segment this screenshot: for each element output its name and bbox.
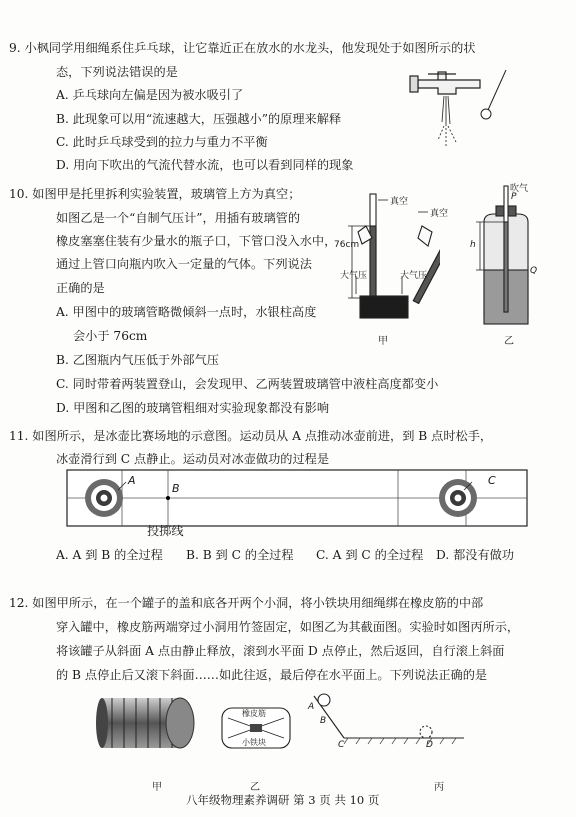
house-left — [85, 479, 123, 517]
can-at-a — [318, 694, 330, 706]
caption-yi: 乙 — [250, 782, 260, 793]
q12-stem-line3: 将该罐子从斜面 A 点由静止释放，滚到水平面 D 点停止，然后返回，自行滚上斜面 — [56, 644, 505, 658]
point-b-marker — [166, 496, 170, 500]
fig-jia-height-label: 76cm — [334, 240, 360, 250]
fig-yi-h-label: h — [470, 240, 476, 250]
q11-option-c: C. A 到 C 的全过程 — [316, 548, 424, 562]
mercury-dish — [360, 296, 408, 318]
q9-stem-line1: 9. 小枫同学用细绳系住乒乓球，让它靠近正在放水的水龙头，他发现处于如图所示的状 — [9, 41, 476, 55]
fig-jia-vacuum-label-1: 真空 — [390, 197, 409, 207]
rink-label-c: C — [488, 474, 496, 487]
q10-option-c: C. 同时带着两装置登山，会发现甲、乙两装置玻璃管中液柱高度都变小 — [56, 377, 439, 391]
fig-yi-p-label: P — [511, 192, 517, 202]
q10-option-d: D. 甲图和乙图的玻璃管粗细对实验现象都没有影响 — [56, 401, 330, 415]
hand-right — [418, 226, 432, 246]
q10-option-a-line2: 会小于 76cm — [73, 329, 148, 343]
faucet-body — [418, 80, 480, 94]
throw-line-label: 投掷线 — [147, 524, 184, 538]
can-photo-figure — [94, 686, 206, 756]
torricelli-figure — [330, 186, 440, 336]
barometer-figure — [466, 180, 546, 330]
can-lid — [166, 698, 194, 748]
q10-stem-line1: 10. 如图甲是托里拆利实验装置，玻璃管上方为真空； — [9, 187, 301, 201]
fig-jia-vacuum-label-2: 真空 — [430, 209, 449, 219]
rink-label-b: B — [172, 482, 180, 495]
fig-jia-atm-label-1: 大气压 — [340, 271, 368, 281]
fig-yi-blow-label: 吹气 — [510, 184, 529, 194]
page-footer: 八年级物理素养调研 第 3 页 共 10 页 — [186, 793, 380, 807]
q10-option-a-line1: A. 甲图中的玻璃管略微倾斜一点时，水银柱高度 — [56, 305, 317, 319]
caption-bing: 丙 — [434, 782, 444, 793]
q11-option-d: D. 都没有做功 — [436, 548, 515, 562]
slope-figure — [304, 688, 470, 754]
slope-label-c: C — [338, 740, 345, 750]
fig-yi-caption: 乙 — [504, 336, 514, 347]
q9-stem-line2: 态，下列说法错误的是 — [56, 65, 178, 79]
slope-label-b: B — [320, 716, 327, 726]
rink-label-a: A — [128, 474, 136, 487]
q12-stem-line1: 12. 如图甲所示，在一个罐子的盖和底各开两个小洞，将小铁块用细绳绑在橡皮筋的中部 — [9, 596, 484, 610]
q11-stem-line1: 11. 如图所示，是冰壶比赛场地的示意图。运动员从 A 点推动冰壶前进，到 B 点时松手， — [9, 429, 493, 443]
string — [488, 70, 506, 110]
q9-option-b: B. 此现象可以用“流速越大，压强越小”的原理来解释 — [56, 112, 342, 126]
slope-label-a: A — [308, 702, 315, 712]
q12-stem-line4: 的 B 点停止后又滚下斜面……如此往返，最后停在水平面上。下列说法正确的是 — [56, 668, 488, 682]
q10-stem-line5: 正确的是 — [56, 281, 105, 295]
caption-jia: 甲 — [152, 782, 162, 793]
fig-jia-caption: 甲 — [378, 336, 388, 347]
ping-pong-ball — [481, 109, 491, 119]
q10-option-b: B. 乙图瓶内气压低于外部气压 — [56, 353, 219, 367]
q9-option-c: C. 此时乒乓球受到的拉力与重力不平衡 — [56, 135, 268, 149]
faucet-figure — [408, 60, 528, 170]
q11-option-a: A. A 到 B 的全过程 — [56, 548, 163, 562]
q11-stem-line2: 冰壶滑行到 C 点静止。运动员对冰壶做功的过程是 — [56, 452, 330, 466]
water-stream — [438, 96, 456, 146]
q10-stem-line4: 通过上管口向瓶内吹入一定量的气体。下列说法 — [56, 257, 312, 271]
q10-stem-line2: 如图乙是一个“自制气压计”，用插有玻璃管的 — [56, 211, 301, 225]
iron-block — [250, 724, 262, 732]
rubber-band-label: 橡皮筋 — [242, 709, 266, 718]
slope-label-d: D — [426, 740, 433, 750]
iron-block-label: 小铁块 — [242, 738, 266, 747]
q9-option-d: D. 用向下吹出的气流代替水流，也可以看到同样的现象 — [56, 158, 354, 172]
faucet-handle — [438, 72, 446, 80]
q11-option-b: B. B 到 C 的全过程 — [186, 548, 294, 562]
q10-stem-line3: 橡皮塞塞住装有少量水的瓶子口，下管口没入水中， — [56, 234, 337, 248]
fig-yi-q-label: Q — [530, 266, 538, 276]
q9-option-a: A. 乒乓球向左偏是因为被水吸引了 — [56, 88, 244, 102]
house-right — [439, 479, 477, 517]
q12-stem-line2: 穿入罐中，橡皮筋两端穿过小洞用竹签固定，如图乙为其截面图。实验时如图丙所示， — [56, 620, 520, 634]
can-at-d — [420, 726, 432, 738]
fig-jia-atm-label-2: 大气压 — [400, 271, 428, 281]
